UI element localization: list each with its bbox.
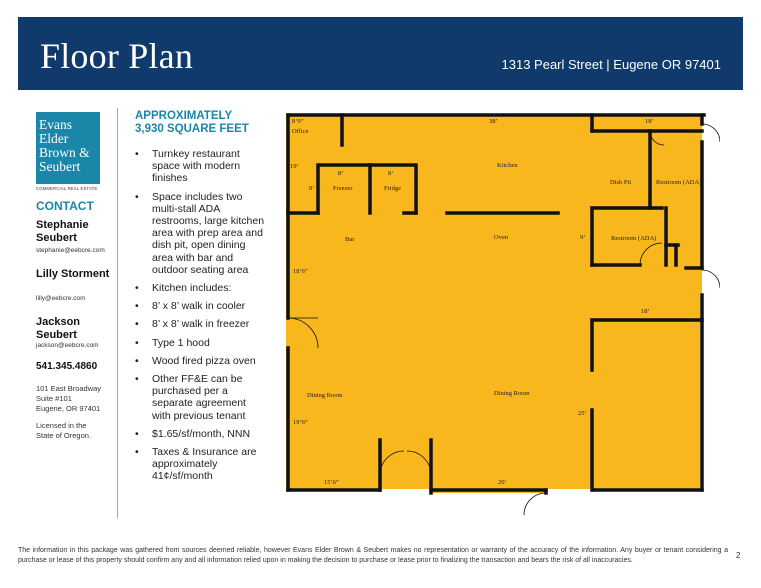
dimension-label: 18’6”: [293, 268, 308, 275]
agent-name: Jackson Seubert: [36, 316, 81, 341]
door-swing: [702, 124, 720, 142]
feature-item: • 8’ x 8’ walk in cooler: [135, 300, 265, 312]
dimension-label: 15’6”: [324, 479, 339, 486]
room-label: Dish Pit: [610, 179, 632, 186]
address-line: Suite #101: [36, 394, 72, 403]
dimension-label: 38’: [489, 118, 498, 125]
company-logo: [36, 112, 100, 184]
column-divider: [117, 108, 118, 518]
dimension-label: 19’: [290, 163, 299, 170]
property-address: 1313 Pearl Street | Eugene OR 97401: [501, 57, 721, 72]
office-address: [36, 384, 116, 414]
room-label: Dining Room: [307, 392, 343, 399]
page-title: Floor Plan: [40, 36, 194, 76]
agent-name: Lilly Storment: [36, 268, 110, 280]
dimension-label: 9’: [580, 234, 586, 241]
room-label: Restroom (ADA): [611, 235, 657, 242]
license-line: Licensed in the: [36, 421, 87, 430]
dimension-label: 8’: [309, 185, 315, 192]
door-swing: [524, 493, 546, 515]
dimension-label: 8’: [388, 170, 394, 177]
room-label: Freezer: [333, 185, 353, 192]
contact-heading: CONTACT: [36, 199, 94, 213]
floor-plan: [280, 106, 720, 526]
feature-item: • Type 1 hood: [135, 337, 265, 349]
sqft-line: 3,930 SQUARE FEET: [135, 123, 249, 135]
dimension-label: 18’: [645, 118, 654, 125]
feature-list: [135, 148, 265, 489]
feature-item: • 8’ x 8’ walk in freezer: [135, 318, 265, 330]
agent-email[interactable]: jackson@eebcre.com: [36, 342, 99, 349]
agent-email[interactable]: lilly@eebcre.com: [36, 295, 86, 302]
dimension-label: 20’: [498, 479, 507, 486]
room-label: Restroom (ADA): [656, 179, 702, 186]
dimension-label: 19’6”: [293, 419, 308, 426]
license-line: State of Oregon.: [36, 431, 92, 440]
feature-item: • Wood fired pizza oven: [135, 355, 265, 367]
feature-item: • Turnkey restaurant space with modern finishes: [135, 148, 265, 185]
feature-item: • Other FF&E can be purchased per a separate agreement with previous tenant: [135, 373, 265, 422]
agent-name: Stephanie Seubert: [36, 219, 89, 244]
phone-number[interactable]: 541.345.4860: [36, 361, 98, 372]
room-label: Kitchen: [497, 162, 518, 169]
room-label: Bar: [345, 236, 355, 243]
page-number: 2: [736, 551, 741, 560]
room-label: Dining Room: [494, 390, 530, 397]
feature-item: • $1.65/sf/month, NNN: [135, 428, 265, 440]
square-footage: [135, 110, 275, 136]
door-swing: [702, 270, 720, 288]
sqft-line: APPROXIMATELY: [135, 110, 233, 122]
logo-tagline: COMMERCIAL REAL ESTATE: [36, 186, 98, 191]
dimension-label: 25’: [578, 410, 587, 417]
disclaimer: The information in this package was gathered from sources deemed reliable, however Evans Elder Brown & Seubert makes no representation or warranty of the accuracy of the information. Any buyer or tenant considering a purchase or lease of this property should confirm any and all information relied upon in making the decision to purchase or lease prior to finalizing the transaction and bears the risk of all inaccuracies.: [18, 547, 728, 564]
logo-line: Elder: [39, 131, 69, 146]
logo-line: Seubert: [39, 159, 81, 174]
agent-email[interactable]: stephanie@eebcre.com: [36, 247, 105, 254]
page-header: [18, 17, 743, 90]
feature-item: • Space includes two multi-stall ADA restrooms, large kitchen area with prep area and dish pit, open dining area with bar and outdoor seating area: [135, 191, 265, 276]
address-line: Eugene, OR 97401: [36, 404, 101, 413]
feature-item: • Taxes & Insurance are approximately 41¢/sf/month: [135, 446, 265, 483]
address-line: 101 East Broadway: [36, 384, 102, 393]
logo-line: Evans: [39, 117, 72, 132]
dimension-label: 18’: [641, 308, 650, 315]
room-label: Office: [292, 128, 309, 135]
room-label: Fridge: [384, 185, 401, 192]
license-note: [36, 421, 116, 441]
dimension-label: 8’: [338, 170, 344, 177]
room-label: Oven: [494, 234, 509, 241]
logo-line: Brown &: [39, 145, 90, 160]
feature-item: • Kitchen includes:: [135, 282, 265, 294]
floor-area: [286, 114, 702, 493]
dimension-label: 8’9”: [292, 118, 304, 125]
